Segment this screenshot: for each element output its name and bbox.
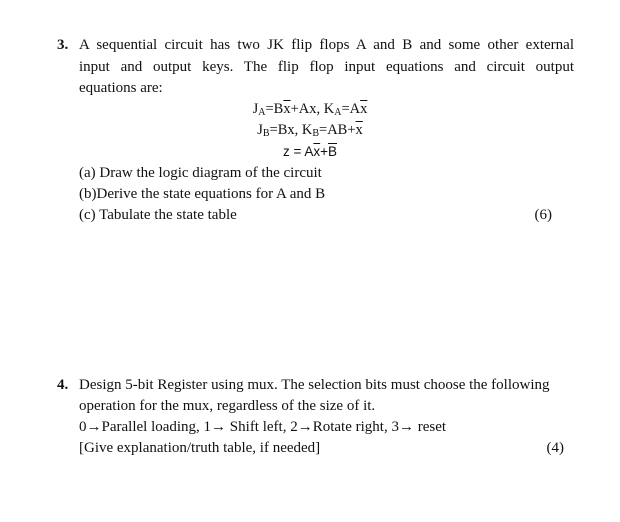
question-text-line: Design 5-bit Register using mux. The selection bits must choose the following <box>79 377 550 393</box>
question-text-line: [Give explanation/truth table, if needed] <box>79 440 321 456</box>
marks: (4) <box>546 440 564 456</box>
question-text-line: operation for the mux, regardless of the size of it. <box>79 398 376 414</box>
part-a: (a) Draw the logic diagram of the circuit <box>79 165 322 181</box>
question-number: 3. <box>57 37 69 53</box>
question-text-line: A sequential circuit has two JK flip flops A and B and some other external <box>79 37 574 53</box>
question-number: 4. <box>57 377 69 393</box>
marks: (6) <box>534 207 552 223</box>
part-b: (b)Derive the state equations for A and B <box>79 186 326 202</box>
equation-ja-ka: $J_A=B\overline{x}+Ax$, $K_A=A\overline{x}$ <box>252 101 368 118</box>
question-text-line: equations are: <box>79 80 163 96</box>
question-text-line: input and output keys. The flip flop input equations and circuit output <box>79 59 574 75</box>
question-text-line: 0→Parallel loading, 1→ Shift left, 2→Rotate right, 3→ reset <box>79 419 447 435</box>
equation-jb-kb: $J_B=Bx$, $K_B=AB+\overline{x}$ <box>257 122 363 139</box>
part-c: (c) Tabulate the state table <box>79 207 237 223</box>
equation-z: $z = A\overline{x}+\overline{B}$ <box>282 144 338 159</box>
